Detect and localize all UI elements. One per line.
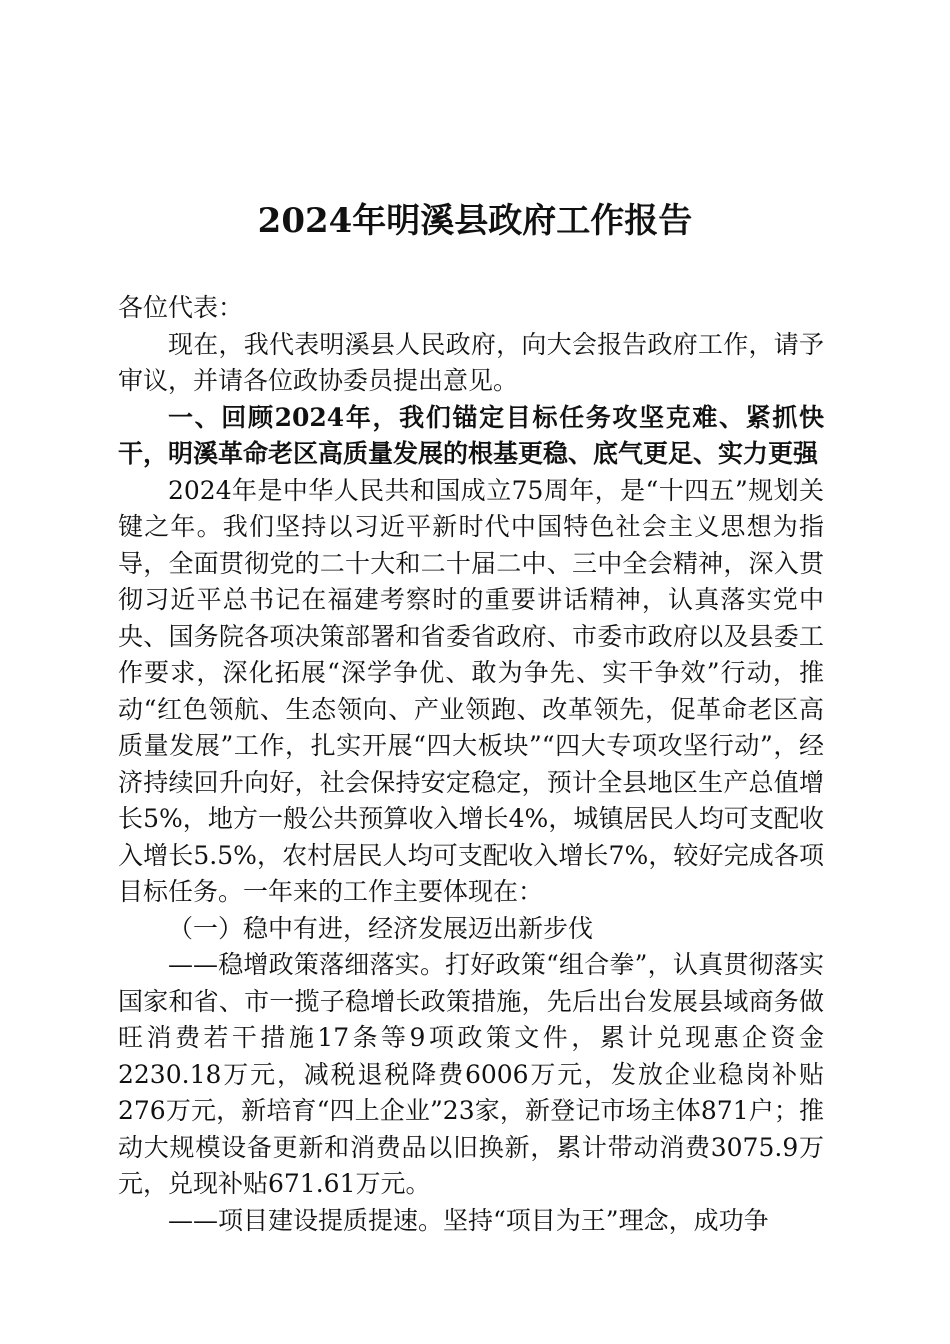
- section-intro-paragraph: 2024年是中华人民共和国成立75周年，是“十四五”规划关键之年。我们坚持以习近平新时代中国特色社会主义思想为指导，全面贯彻党的二十大和二十届二中、三中全会精神，深入贯彻习近平总书记在福建考察时的重要讲话精神，认真落实党中央、国务院各项决策部署和省委省政府、市委市政府以及县委工作要求，深化拓展“深学争优、敢为争先、实干争效”行动，推动“红色领航、生态领向、产业领跑、改革领先，促革命老区高质量发展”工作，扎实开展“四大板块”“四大专项攻坚行动”，经济持续回升向好，社会保持安定稳定，预计全县地区生产总值增长5%，地方一般公共预算收入增长4%，城镇居民人均可支配收入增长5.5%，农村居民人均可支配收入增长7%，较好完成各项目标任务。一年来的工作主要体现在：: [118, 475, 824, 906]
- item-paragraph-2: ——项目建设提质提速。坚持“项目为王”理念，成功争: [168, 1205, 769, 1235]
- document-body: [118, 290, 824, 1239]
- section-heading: 一、回顾2024年，我们锚定目标任务攻坚克难、紧抓快干，明溪革命老区高质量发展的根基更稳、底气更足、实力更强: [118, 402, 824, 468]
- subsection-heading: （一）稳中有进，经济发展迈出新步伐: [168, 913, 594, 943]
- opening-paragraph: 现在，我代表明溪县人民政府，向大会报告政府工作，请予审议，并请各位政协委员提出意见。: [118, 329, 824, 395]
- document-title: 2024年明溪县政府工作报告: [257, 201, 693, 241]
- salutation: 各位代表：: [118, 293, 244, 322]
- item-paragraph-1: ——稳增政策落细落实。打好政策“组合拳”，认真贯彻落实国家和省、市一揽子稳增长政策措施，先后出台发展县域商务做旺消费若干措施17条等9项政策文件，累计兑现惠企资金2230.18万元，减税退税降费6006万元，发放企业稳岗补贴276万元，新培育“四上企业”23家，新登记市场主体871户；推动大规模设备更新和消费品以旧换新，累计带动消费3075.9万元，兑现补贴671.61万元。: [118, 950, 824, 1198]
